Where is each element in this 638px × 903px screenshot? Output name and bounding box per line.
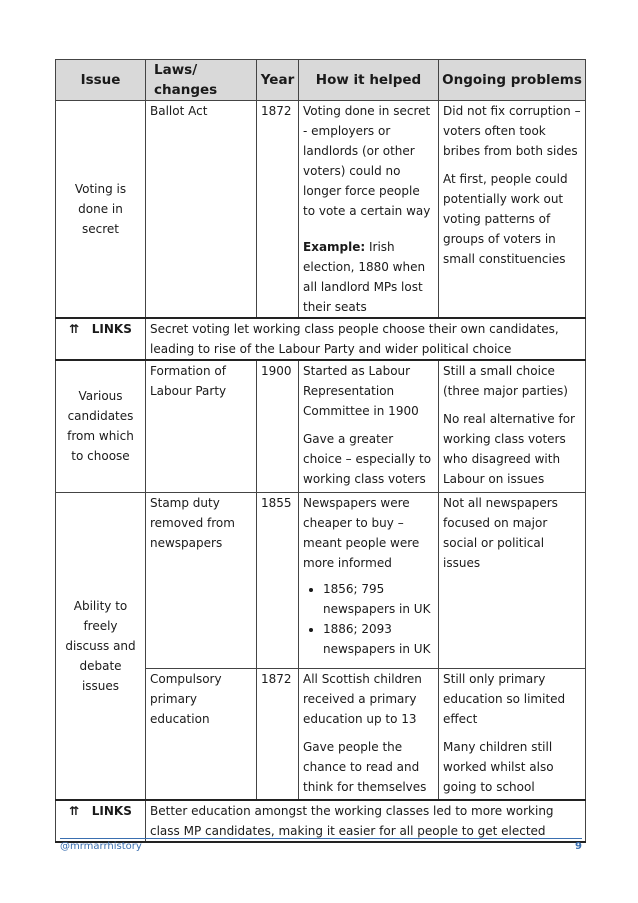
- problems-cell: Not all newspapers focused on major social or political issues: [439, 492, 586, 668]
- author-handle: @mrmarrhistory: [60, 841, 142, 852]
- links-label-cell: [56, 800, 146, 842]
- issue-cell: Ability to freely discuss and debate issues: [56, 492, 146, 800]
- helped-cell: [299, 360, 439, 492]
- links-label: LINKS: [91, 322, 132, 336]
- links-row: [56, 318, 586, 360]
- year-cell: 1855: [257, 492, 299, 668]
- problem-text: Did not fix corruption – voters often took bribes from both sides: [443, 104, 581, 158]
- law-cell: Stamp duty removed from newspapers: [146, 492, 257, 668]
- header-row: [56, 60, 586, 101]
- table-row: [56, 101, 586, 319]
- helped-text: Gave a greater choice – especially to working class voters: [303, 432, 432, 486]
- double-arrow-up-icon: ⇈: [69, 322, 80, 336]
- problem-text: At first, people could potentially work out voting patterns of groups of voters in small constituencies: [443, 172, 568, 266]
- links-label: LINKS: [91, 804, 132, 818]
- bullet-list: [303, 579, 434, 659]
- list-item: • 1886; 2093 newspapers in UK: [323, 619, 434, 659]
- helped-cell: [299, 101, 439, 319]
- law-cell: Formation of Labour Party: [146, 360, 257, 492]
- problem-text: Still only primary education so limited effect: [443, 671, 566, 726]
- helped-text: Newspapers were cheaper to buy – meant people were more informed: [303, 495, 420, 570]
- problems-cell: [439, 360, 586, 492]
- header-issue: Issue: [56, 60, 146, 101]
- problem-text: No real alternative for working class voters who disagreed with Labour on issues: [443, 412, 575, 486]
- table-row: [56, 492, 586, 668]
- issue-cell: Various candidates from which to choose: [56, 360, 146, 492]
- page-number: 9: [575, 841, 582, 852]
- list-item: • 1856; 795 newspapers in UK: [323, 579, 434, 619]
- example-block: [303, 237, 434, 317]
- issue-cell: Voting is done in secret: [56, 101, 146, 319]
- helped-cell: [299, 492, 439, 668]
- table-row: [56, 360, 586, 492]
- header-problems: Ongoing problems: [439, 60, 586, 101]
- helped-text: Gave people the chance to read and think for themselves: [303, 739, 427, 794]
- links-label-cell: [56, 318, 146, 360]
- page-footer: [60, 838, 582, 852]
- helped-text: All Scottish children received a primary education up to 13: [303, 671, 422, 726]
- helped-cell: [299, 668, 439, 800]
- helped-text: Started as Labour Representation Committee in 1900: [303, 364, 419, 418]
- problems-cell: [439, 668, 586, 800]
- problem-text: Still a small choice (three major parties): [443, 364, 568, 398]
- reforms-table: [55, 59, 586, 843]
- example-label: Example:: [303, 240, 366, 254]
- problems-cell: [439, 101, 586, 319]
- page: [55, 59, 585, 843]
- law-cell: Ballot Act: [146, 101, 257, 319]
- links-text: Secret voting let working class people choose their own candidates, leading to rise of the Labour Party and wider political choice: [146, 318, 586, 360]
- links-row: [56, 800, 586, 842]
- year-cell: 1872: [257, 668, 299, 800]
- problem-text: Many children still worked whilst also going to school: [443, 739, 554, 794]
- links-text: Better education amongst the working classes led to more working class MP candidates, making it easier for all people to get elected: [146, 800, 586, 842]
- header-laws: Laws/ changes: [146, 60, 257, 101]
- header-year: Year: [257, 60, 299, 101]
- example-text: Irish election, 1880 when all landlord MPs lost their seats: [303, 240, 426, 314]
- year-cell: 1872: [257, 101, 299, 319]
- law-cell: Compulsory primary education: [146, 668, 257, 800]
- header-helped: How it helped: [299, 60, 439, 101]
- year-cell: 1900: [257, 360, 299, 492]
- double-arrow-up-icon: ⇈: [69, 804, 80, 818]
- helped-text: Voting done in secret - employers or landlords (or other voters) could no longer force people to vote a certain way: [303, 104, 431, 218]
